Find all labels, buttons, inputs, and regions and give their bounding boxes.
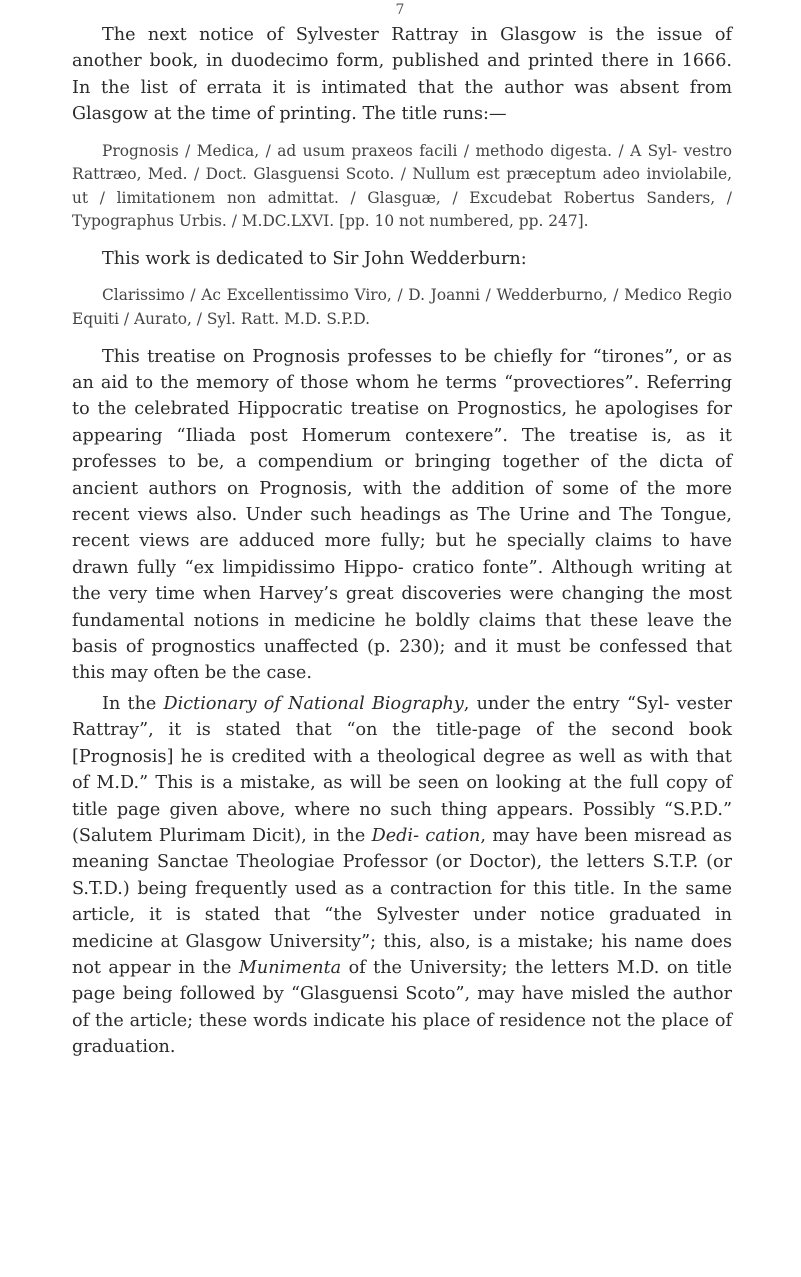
paragraph-intro: The next notice of Sylvester Rattray in Glasgow is the issue of another book, in duodecimo form, published and printed there in 1666. In the list of errata it is intimated that the author was absent from Glasgow at the time of printing. The title runs:— xyxy=(72,25,732,125)
paragraph-treatise: This treatise on Prognosis professes to be chiefly for “tirones”, or as an aid to the memory of those whom he terms “provectiores”. Referring to the celebrated Hippocratic treatise on Prognostics, he apologises for appearing “Iliada post Homerum contexere”. The treatise is, as it professes to be, a compendium or bringing together of the dicta of ancient authors on Prognosis, with the addition of some of the more recent views also. Under such headings as The Urine and The Tongue, recent views are adduced more fully; but he specially claims to have drawn fully “ex limpidissimo Hippo- cratico fonte”. Although writing at the very time when Harvey’s great discoveries were changing the most fundamental notions in medicine he boldly claims that these leave the basis of prognostics unaffected (p. 230); and it must be confessed that this may often be the case. xyxy=(72,346,732,684)
munimenta-word: Munimenta xyxy=(238,957,342,978)
page-number: 7 xyxy=(395,2,405,18)
title-quotation: Prognosis / Medica, / ad usum praxeos facili / methodo digesta. / A Syl- vestro Rattræo, Med. / Doct. Glasguensi Scoto. / Nullum est præceptum adeo inviolabile, ut / limitationem non admittat. / Glasguæ, / Excudebat Robertus Sanders, / Typographus Urbis. / M.DC.LXVI. [pp. 10 not numbered, pp. 247]. xyxy=(72,141,732,231)
dictionary-text-c: , may have been misread as meaning Sanctae Theologiae Professor (or Doctor), the letters S.T.P. (or S.T.D.) being frequently used as a contraction for this title. In the same article, it is stated that “the Sylvester under notice graduated in medicine at Glasgow University”; this, also, is a mistake; his name does not appear in the xyxy=(72,825,732,978)
dedication-quotation: Clarissimo / Ac Excellentissimo Viro, / D. Joanni / Wedderburno, / Medico Regio Equiti / Aurato, / Syl. Ratt. M.D. S.P.D. xyxy=(72,286,732,328)
dictionary-title: Dictionary of National Biography xyxy=(163,693,464,714)
paragraph-dictionary xyxy=(72,691,732,1061)
dedication-word: Dedi- cation xyxy=(371,825,481,846)
dictionary-text-d: of the University; the letters M.D. on title page being followed by “Glasguensi Scoto”, may have misled the author of the article; these words indicate his place of residence not the place of graduation. xyxy=(72,957,732,1058)
page-content xyxy=(72,22,732,1061)
dictionary-text-a: In the xyxy=(102,693,164,714)
paragraph-dedication-intro: This work is dedicated to Sir John Wedderburn: xyxy=(102,249,527,269)
dictionary-text-b: , under the entry “Syl- vester Rattray”, it is stated that “on the title-page of the second book [Prognosis] he is credited with a theological degree as well as with that of M.D.” This is a mistake, as will be seen on looking at the full copy of title page given above, where no such thing appears. Possibly “S.P.D.” (Salutem Plurimam Dicit), in the xyxy=(72,693,733,846)
